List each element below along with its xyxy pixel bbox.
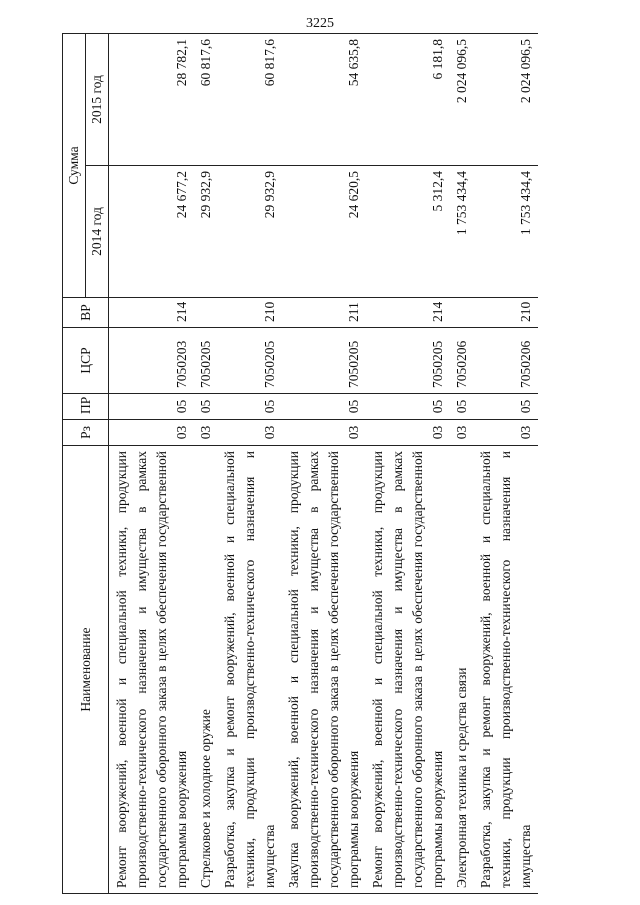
budget-table [62,33,538,894]
cell-2015: 2 024 096,5 [450,33,474,165]
cell-name: Электронная техника и средства связи [450,446,474,894]
cell-2015: 6 181,8 [366,33,450,165]
cell-csr: 7050206 [450,328,474,394]
cell-pr: 05 [282,394,366,420]
header-sum: Сумма [63,33,86,297]
cell-name: Ремонт вооружений, военной и специальной техники, продукции производственно-технического назначения и имущества в рамках государственного оборонного заказа в целях обеспечения государственной программы вооружения [366,446,450,894]
cell-pr: 05 [109,394,195,420]
cell-vr: 210 [474,298,538,328]
page-number: 3225 [306,16,334,31]
cell-vr: 211 [282,298,366,328]
cell-name: Ремонт вооружений, военной и специальной техники, продукции производственно-технического назначения и имущества в рамках государственного оборонного заказа в целях обеспечения государственной программы вооружения [109,446,195,894]
rotated-page [62,34,570,894]
header-2014: 2014 год [86,166,109,298]
cell-vr: 214 [109,298,195,328]
cell-vr: 210 [218,298,282,328]
cell-2014: 29 932,9 [218,166,282,298]
cell-name: Разработка, закупка и ремонт вооружений, военной и специальной техники, продукции производственно-технического назначения и имущества [474,446,538,894]
cell-2014: 24 677,2 [109,166,195,298]
cell-csr: 7050205 [218,328,282,394]
cell-pr: 05 [194,394,218,420]
cell-rz: 03 [194,420,218,446]
cell-2015: 60 817,6 [218,33,282,165]
cell-pr: 05 [218,394,282,420]
header-2015: 2015 год [86,33,109,165]
cell-csr: 7050205 [282,328,366,394]
cell-rz: 03 [474,420,538,446]
cell-rz: 03 [366,420,450,446]
header-rz: Рз [63,420,109,446]
header-csr: ЦСР [63,328,109,394]
table-row [366,33,450,893]
cell-pr: 05 [450,394,474,420]
cell-2014: 1 753 434,4 [474,166,538,298]
cell-2014: 24 620,5 [282,166,366,298]
cell-2015: 28 782,1 [109,33,195,165]
cell-pr: 05 [366,394,450,420]
table-row [194,33,218,893]
cell-vr: 214 [366,298,450,328]
table-row [218,33,282,893]
cell-2015: 60 817,6 [194,33,218,165]
cell-rz: 03 [282,420,366,446]
cell-vr [194,298,218,328]
table-row [474,33,538,893]
cell-csr: 7050206 [474,328,538,394]
header-vr: ВР [63,298,109,328]
cell-name: Разработка, закупка и ремонт вооружений, военной и специальной техники, продукции производственно-технического назначения и имущества [218,446,282,894]
table-row [282,33,366,893]
cell-2014: 1 753 434,4 [450,166,474,298]
table-row [450,33,474,893]
table-row [109,33,195,893]
table-header [63,33,109,893]
cell-csr: 7050205 [194,328,218,394]
cell-csr: 7050203 [109,328,195,394]
cell-rz: 03 [450,420,474,446]
cell-2015: 54 635,8 [282,33,366,165]
cell-vr [450,298,474,328]
cell-pr: 05 [474,394,538,420]
cell-rz: 03 [218,420,282,446]
cell-rz: 03 [109,420,195,446]
cell-2015: 2 024 096,5 [474,33,538,165]
cell-name: Стрелковое и холодное оружие [194,446,218,894]
cell-csr: 7050205 [366,328,450,394]
header-name: Наименование [63,446,109,894]
header-pr: ПР [63,394,109,420]
cell-2014: 29 932,9 [194,166,218,298]
table-body [109,33,539,893]
cell-name: Закупка вооружений, военной и специальной техники, продукции производственно-технического назначения и имущества в рамках государственного оборонного заказа в целях обеспечения государственной программы вооружения [282,446,366,894]
cell-2014: 5 312,4 [366,166,450,298]
